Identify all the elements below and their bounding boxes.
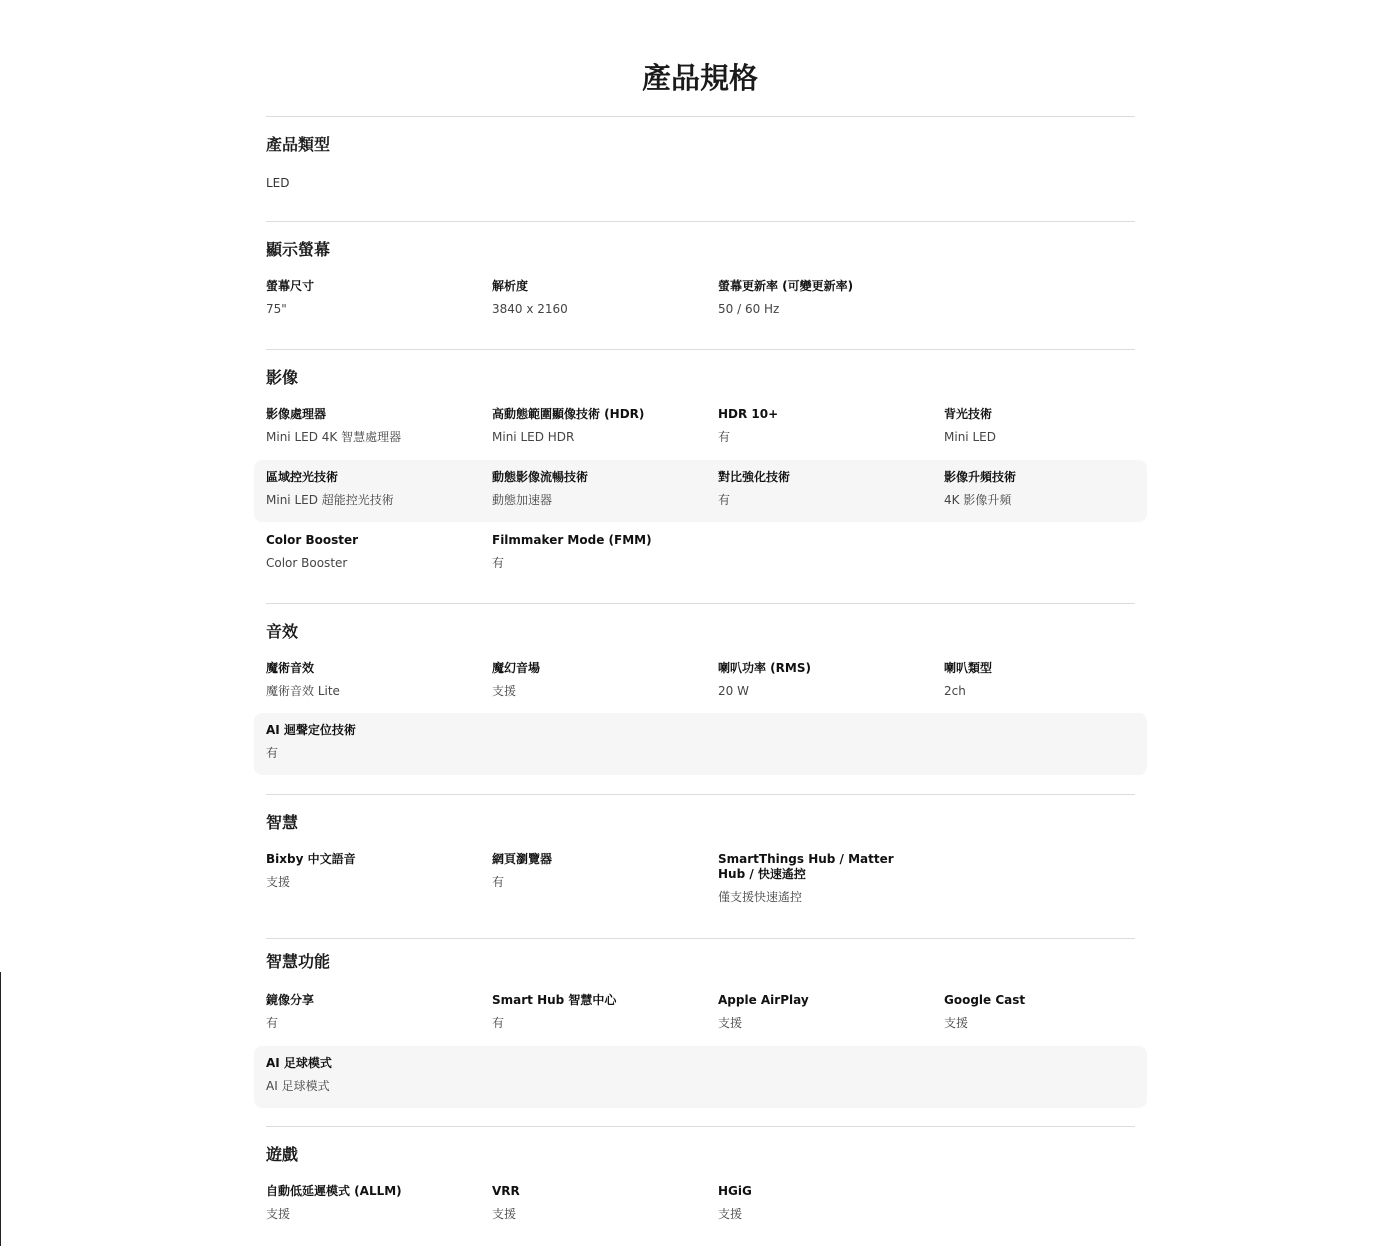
spec-item-processor <box>266 407 466 445</box>
product-type-value: LED <box>266 176 290 190</box>
spec-item-ai-echo-positioning <box>266 723 466 761</box>
spec-label: Apple AirPlay <box>718 993 809 1007</box>
spec-value: 有 <box>718 493 731 507</box>
section-title-smart: 智慧 <box>266 813 299 832</box>
spec-label: 影像升頻技術 <box>944 470 1017 484</box>
spec-row <box>254 1046 1147 1108</box>
spec-value: 支援 <box>266 1207 291 1221</box>
spec-item-filmmaker-mode <box>492 533 692 571</box>
spec-label: 網頁瀏覽器 <box>492 852 553 866</box>
section-divider <box>266 1126 1135 1127</box>
spec-label: 影像處理器 <box>266 407 327 421</box>
spec-row <box>254 842 1147 912</box>
section-divider <box>266 221 1135 222</box>
spec-label: 高動態範圍顯像技術 (HDR) <box>492 407 645 421</box>
spec-value: 4K 影像升頻 <box>944 493 1012 507</box>
spec-value: 魔術音效 Lite <box>266 684 340 698</box>
section-title-display: 顯示螢幕 <box>266 240 331 259</box>
spec-row <box>254 269 1147 331</box>
spec-value: Mini LED 超能控光技術 <box>266 493 394 507</box>
spec-label: 動態影像流暢技術 <box>492 470 589 484</box>
spec-item-mirror-share <box>266 993 466 1031</box>
section-title-picture: 影像 <box>266 368 299 387</box>
spec-item-bixby <box>266 852 466 890</box>
spec-label: VRR <box>492 1184 520 1198</box>
spec-label: 螢幕更新率 (可變更新率) <box>718 279 854 293</box>
spec-label: 喇叭功率 (RMS) <box>718 661 811 675</box>
spec-value: 支援 <box>492 1207 517 1221</box>
spec-value: 50 / 60 Hz <box>718 302 780 316</box>
spec-row <box>254 651 1147 713</box>
spec-row <box>254 523 1147 585</box>
spec-value: Color Booster <box>266 556 348 570</box>
spec-row <box>254 397 1147 459</box>
spec-value: Mini LED HDR <box>492 430 575 444</box>
spec-value: 有 <box>492 875 505 889</box>
spec-label: AI 足球模式 <box>266 1056 332 1070</box>
spec-value: 支援 <box>718 1016 743 1030</box>
spec-item-screen-size <box>266 279 466 317</box>
spec-label: 鏡像分享 <box>266 993 315 1007</box>
spec-value: 75" <box>266 302 287 316</box>
spec-label: Google Cast <box>944 993 1026 1007</box>
spec-label: Smart Hub 智慧中心 <box>492 993 617 1007</box>
spec-value: Mini LED 4K 智慧處理器 <box>266 430 402 444</box>
spec-row <box>254 983 1147 1045</box>
spec-label: 喇叭類型 <box>944 661 993 675</box>
spec-value: 2ch <box>944 684 966 698</box>
section-title-audio: 音效 <box>266 622 299 641</box>
spec-row <box>254 713 1147 775</box>
section-divider <box>266 794 1135 795</box>
spec-label: Bixby 中文語音 <box>266 852 356 866</box>
spec-item-local-dimming <box>266 470 466 508</box>
spec-label: HGiG <box>718 1184 752 1198</box>
spec-value: 僅支援快速遙控 <box>718 890 803 904</box>
spec-label: 背光技術 <box>944 407 993 421</box>
section-divider <box>266 116 1135 117</box>
spec-label: AI 迴聲定位技術 <box>266 723 356 737</box>
spec-item-color-booster <box>266 533 466 571</box>
spec-item-motion <box>492 470 692 508</box>
spec-value: 20 W <box>718 684 749 698</box>
spec-item-sound-effect <box>266 661 466 699</box>
window-edge-line <box>0 972 1 1246</box>
spec-item-refresh-rate <box>718 279 918 317</box>
section-divider <box>266 603 1135 604</box>
spec-item-contrast <box>718 470 918 508</box>
section-divider <box>266 349 1135 350</box>
section-title-gaming: 遊戲 <box>266 1145 299 1164</box>
spec-value: 支援 <box>944 1016 969 1030</box>
spec-item-web-browser <box>492 852 692 890</box>
spec-item-smartthings-hub <box>718 852 908 905</box>
spec-value: Mini LED <box>944 430 996 444</box>
spec-item-allm <box>266 1184 466 1222</box>
spec-item-apple-airplay <box>718 993 918 1031</box>
spec-row <box>254 460 1147 522</box>
spec-label: 自動低延遲模式 (ALLM) <box>266 1184 402 1198</box>
spec-label: Filmmaker Mode (FMM) <box>492 533 652 547</box>
spec-label: HDR 10+ <box>718 407 779 421</box>
spec-item-backlight <box>944 407 1144 445</box>
spec-item-smart-hub <box>492 993 692 1031</box>
spec-label: 魔幻音場 <box>492 661 541 675</box>
spec-value: 動態加速器 <box>492 493 553 507</box>
spec-label: SmartThings Hub / Matter Hub / 快速遙控 <box>718 852 894 881</box>
spec-row <box>254 1174 1147 1236</box>
spec-value: 支援 <box>718 1207 743 1221</box>
spec-item-sound-field <box>492 661 692 699</box>
spec-item-speaker-type <box>944 661 1144 699</box>
spec-label: 魔術音效 <box>266 661 315 675</box>
spec-item-google-cast <box>944 993 1144 1031</box>
spec-label: 區域控光技術 <box>266 470 339 484</box>
spec-item-hdr <box>492 407 692 445</box>
section-divider <box>266 938 1135 939</box>
spec-item-hgig <box>718 1184 918 1222</box>
spec-item-hdr10plus <box>718 407 918 445</box>
spec-value: 3840 x 2160 <box>492 302 568 316</box>
spec-label: 解析度 <box>492 279 529 293</box>
spec-value: 支援 <box>492 684 517 698</box>
page-title: 產品規格 <box>641 61 758 95</box>
section-title-smart-features: 智慧功能 <box>266 952 331 971</box>
spec-value: 有 <box>492 556 505 570</box>
spec-value: 有 <box>492 1016 505 1030</box>
spec-value: 有 <box>266 1016 279 1030</box>
spec-value: 有 <box>266 746 279 760</box>
spec-item-vrr <box>492 1184 692 1222</box>
spec-value: AI 足球模式 <box>266 1079 330 1093</box>
spec-item-ai-football-mode <box>266 1056 466 1094</box>
spec-label: 對比強化技術 <box>718 470 791 484</box>
spec-label: Color Booster <box>266 533 359 547</box>
spec-item-upscaling <box>944 470 1144 508</box>
spec-value: 有 <box>718 430 731 444</box>
spec-item-speaker-power <box>718 661 918 699</box>
spec-label: 螢幕尺寸 <box>266 279 315 293</box>
spec-item-resolution <box>492 279 692 317</box>
spec-value: 支援 <box>266 875 291 889</box>
section-title-product-type: 產品類型 <box>266 135 331 154</box>
